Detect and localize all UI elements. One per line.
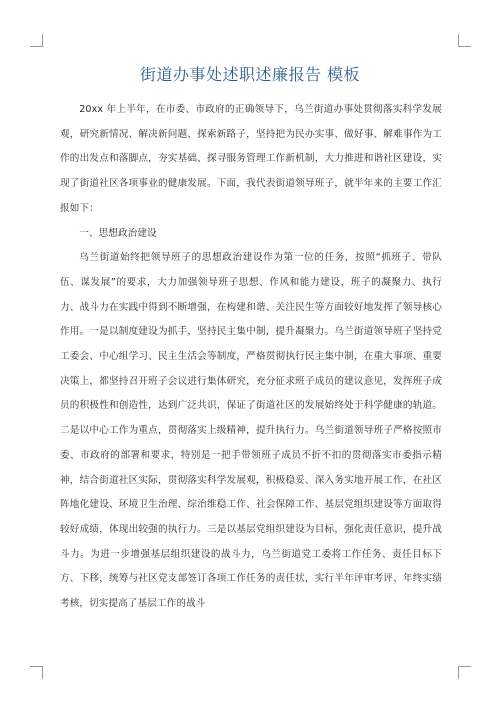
document-title: 街道办事处述职述廉报告 模板	[139, 65, 361, 84]
body-paragraph: 乌兰街道始终把领导班子的思想政治建设作为第一位的任务，按照“抓班子、带队伍、谋发展”的要求，大力加强领导班子思想、作风和能力建设，班子的凝聚力、执行力、战斗力在实践中得到不断增强，在构建和谐、关注民生等方面较好地发挥了领导核心作用。一是以制度建设为抓手，坚持民主集中制，提升凝聚力。乌兰街道领导班子坚持党工委会、中心组学习、民主生活会等制度，严格贯彻执行民主集中制，在重大事项、重要决策上，都坚持召开班子会议进行集体研究，充分征求班子成员的建议意见，发挥班子成员的积极性和创造性，达到广泛共识，保证了街道社区的发展始终处于科学健康的轨道。二是以中心工作为重点，贯彻落实上级精神，提升执行力。乌兰街道领导班子严格按照市委、市政府的部署和要求，特别是一把手带领班子成员不折不扣的贯彻落实市委指示精神，结合街道社区实际，贯彻落实科学发展观，积极稳妥、深入务实地开展工作，在社区阵地化建设、环境卫生治理、综治维稳工作、社会保障工作、基层党组织建设等方面取得较好成绩，体现出较强的执行力。三是以基层党组织建设为目标，强化责任意识，提升战斗力。为进一步增强基层组织建设的战斗力，乌兰街道党工委将工作任务、责任目标下方、下移，统筹与社区党支部签订各项工作任务的责任状，实行半年评审考评、年终实绩考核，切实提高了基层工作的战斗	[60, 252, 442, 610]
crop-mark-top-left	[30, 34, 43, 47]
crop-mark-top-right	[458, 34, 471, 47]
crop-mark-bottom-right	[458, 666, 471, 679]
section-heading: 一、思想政治建设	[79, 227, 157, 239]
intro-paragraph: 20xx 年上半年，在市委、市政府的正确领导下，乌兰街道办事处贯彻落实科学发展观，研究新情况、解决新问题、探索新路子，坚持把为民办实事、做好事、解难事作为工作的出发点和落脚点，夯实基础、探寻服务管理工作新机制，大力推进和谐社区建设，实现了街道社区各项事业的健康发展。下面，我代表街道领导班子，就半年来的主要工作汇报如下：	[60, 104, 442, 214]
crop-mark-bottom-left	[30, 666, 43, 679]
document-body	[60, 98, 442, 617]
